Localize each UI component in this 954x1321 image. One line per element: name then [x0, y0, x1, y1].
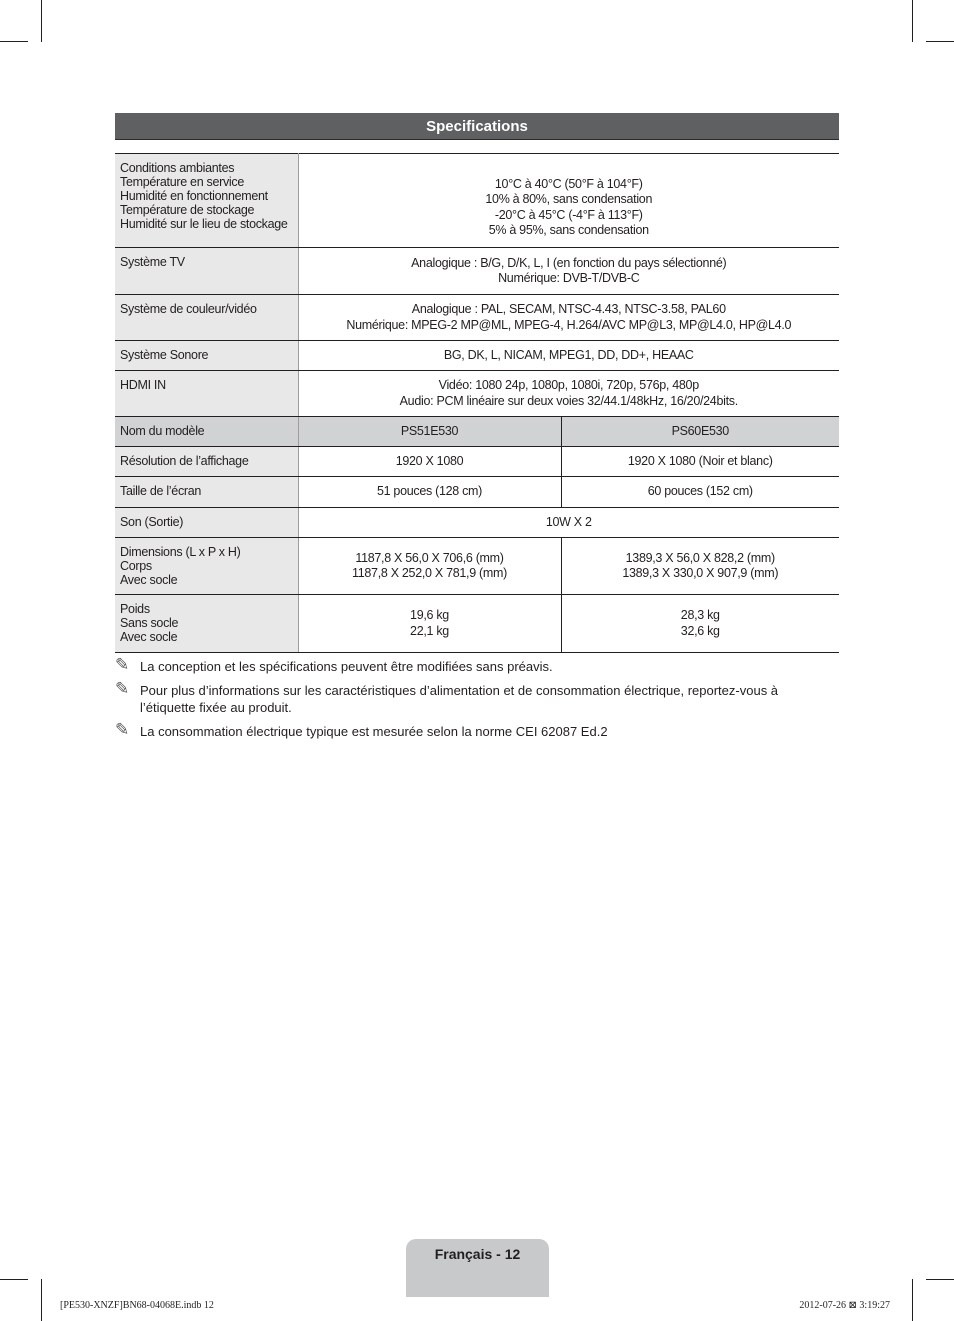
row-label: Taille de l’écran	[115, 477, 298, 508]
row-label: Nom du modèle	[115, 417, 298, 447]
row-value: 1187,8 X 56,0 X 706,6 (mm) 1187,8 X 252,0 X 781,9 (mm)	[298, 538, 561, 595]
section-title: Specifications	[115, 113, 839, 140]
table-row	[115, 371, 839, 417]
table-row	[115, 595, 839, 653]
table-row	[115, 295, 839, 341]
crop-mark	[926, 41, 954, 42]
print-timestamp: 2012-07-26 ⊠ 3:19:27	[799, 1300, 890, 1311]
row-value: Analogique : B/G, D/K, L, I (en fonction du pays sélectionné) Numérique: DVB-T/DVB-C	[298, 248, 839, 295]
crop-mark	[41, 0, 42, 42]
row-value: 1920 X 1080	[298, 447, 561, 477]
row-label: Système Sonore	[115, 341, 298, 371]
row-value: 28,3 kg 32,6 kg	[561, 595, 839, 653]
note-item	[115, 678, 815, 717]
table-row	[115, 538, 839, 595]
row-value: 1389,3 X 56,0 X 828,2 (mm) 1389,3 X 330,0 X 907,9 (mm)	[561, 538, 839, 595]
row-label: Système de couleur/vidéo	[115, 295, 298, 341]
table-row	[115, 341, 839, 371]
row-value: PS51E530	[298, 417, 561, 447]
table-row	[115, 248, 839, 295]
table-row	[115, 477, 839, 508]
crop-mark	[41, 1279, 42, 1321]
row-label: Conditions ambiantes Température en service Humidité en fonctionnement Température de stockage Humidité sur le lieu de stockage	[115, 154, 298, 248]
row-value: 10W X 2	[298, 508, 839, 538]
table-row	[115, 447, 839, 477]
page-number-tab: Français - 12	[406, 1239, 549, 1297]
crop-mark	[0, 41, 28, 42]
crop-mark	[0, 1279, 28, 1280]
spec-table	[115, 153, 839, 653]
row-label: Poids Sans socle Avec socle	[115, 595, 298, 653]
pencil-note-icon: ✎	[115, 678, 130, 698]
row-value: BG, DK, L, NICAM, MPEG1, DD, DD+, HEAAC	[298, 341, 839, 371]
row-label: Système TV	[115, 248, 298, 295]
note-item	[115, 655, 815, 676]
row-value: 60 pouces (152 cm)	[561, 477, 839, 508]
print-file-info: [PE530-XNZF]BN68-04068E.indb 12	[60, 1300, 214, 1311]
notes-list	[115, 655, 815, 746]
row-value: PS60E530	[561, 417, 839, 447]
pencil-note-icon: ✎	[115, 719, 130, 739]
row-value: 19,6 kg 22,1 kg	[298, 595, 561, 653]
note-text: La consommation électrique typique est mesurée selon la norme CEI 62087 Ed.2	[140, 723, 608, 739]
note-text: Pour plus d’informations sur les caractéristiques d’alimentation et de consommation électrique, reportez-vous à l’étiquette fixée au produit.	[140, 682, 779, 715]
note-item	[115, 719, 815, 741]
row-value: Analogique : PAL, SECAM, NTSC-4.43, NTSC-3.58, PAL60 Numérique: MPEG-2 MP@ML, MPEG-4, H.264/AVC MP@L3, MP@L4.0, HP@L4.0	[298, 295, 839, 341]
row-label: HDMI IN	[115, 371, 298, 417]
row-label: Dimensions (L x P x H) Corps Avec socle	[115, 538, 298, 595]
row-value: 51 pouces (128 cm)	[298, 477, 561, 508]
row-value: 10°C à 40°C (50°F à 104°F) 10% à 80%, sans condensation -20°C à 45°C (-4°F à 113°F) 5% à 95%, sans condensation	[298, 154, 839, 248]
crop-mark	[912, 1279, 913, 1321]
note-text: La conception et les spécifications peuvent être modifiées sans préavis.	[140, 659, 553, 674]
pencil-note-icon: ✎	[115, 655, 130, 674]
row-value: 1920 X 1080 (Noir et blanc)	[561, 447, 839, 477]
table-row	[115, 508, 839, 538]
row-value: Vidéo: 1080 24p, 1080p, 1080i, 720p, 576p, 480p Audio: PCM linéaire sur deux voies 32/44.1/48kHz, 16/20/24bits.	[298, 371, 839, 417]
table-row	[115, 154, 839, 248]
row-label: Son (Sortie)	[115, 508, 298, 538]
table-row	[115, 417, 839, 447]
crop-mark	[912, 0, 913, 42]
row-label: Résolution de l’affichage	[115, 447, 298, 477]
crop-mark	[926, 1279, 954, 1280]
